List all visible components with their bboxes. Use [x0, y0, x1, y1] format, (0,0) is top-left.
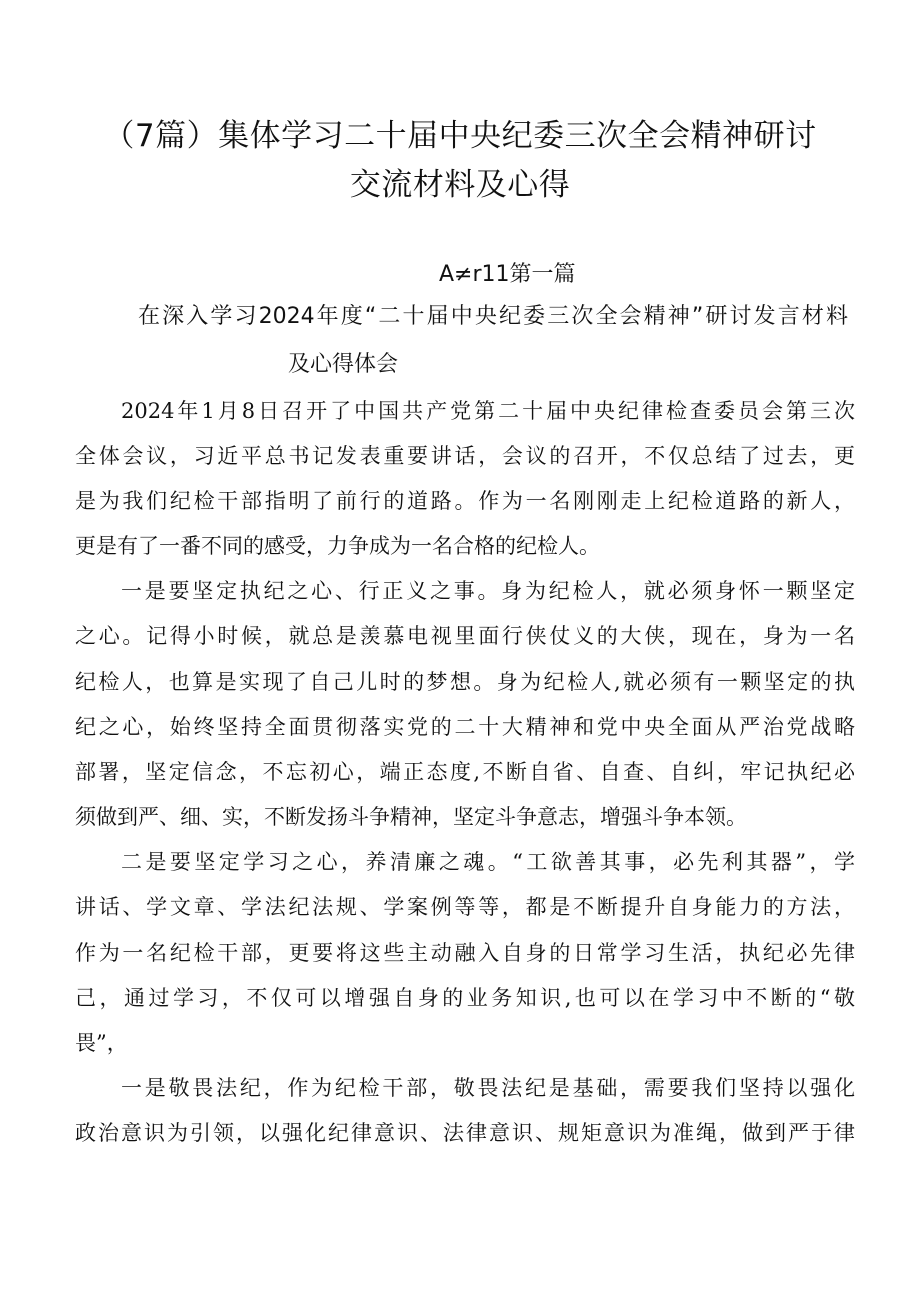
subtitle-line-1: 在深入学习2024年度“二十届中央纪委三次全会精神”研讨发言材料: [138, 304, 848, 329]
body-line: 纪之心，始终坚持全面贯彻落实党的二十大精神和党中央全面从严治党战略: [75, 715, 855, 739]
body-line: 全体会议，习近平总书记发表重要讲话，会议的召开，不仅总结了过去，更: [75, 444, 855, 468]
body-line: 己，通过学习，不仅可以增强自身的业务知识,也可以在学习中不断的“敬: [75, 986, 855, 1010]
body-line: 是为我们纪检干部指明了前行的道路。作为一名刚刚走上纪检道路的新人，: [75, 489, 855, 513]
body-line: 纪检人，也算是实现了自己儿时的梦想。身为纪检人,就必须有一颗坚定的执: [75, 670, 855, 694]
document-title-line-1: （7篇）集体学习二十届中央纪委三次全会精神研讨: [103, 118, 817, 154]
body-line: 须做到严、细、实，不断发扬斗争精神，坚定斗争意志，增强斗争本领。: [75, 805, 747, 829]
document-title-line-2: 交流材料及心得: [349, 167, 571, 203]
body-line: 一是要坚定执纪之心、行正义之事。身为纪检人，就必须身怀一颗坚定: [121, 579, 855, 603]
subtitle-line-2: 及心得体会: [288, 352, 399, 377]
body-line: 之心。记得小时候，就总是羡慕电视里面行侠仗义的大侠，现在，身为一名: [75, 624, 855, 648]
body-line: 更是有了一番不同的感受，力争成为一名合格的纪检人。: [75, 534, 600, 558]
body-line: 2024年1月8日召开了中国共产党第二十届中央纪律检查委员会第三次: [121, 399, 855, 423]
body-line: 二是要坚定学习之心，养清廉之魂。“工欲善其事，必先利其器”，学: [121, 850, 855, 874]
body-line: 作为一名纪检干部，更要将这些主动融入自身的日常学习生活，执纪必先律: [75, 941, 855, 965]
body-line: 部署，坚定信念，不忘初心，端正态度,不断自省、自查、自纠，牢记执纪必: [75, 760, 855, 784]
body-line: 一是敬畏法纪，作为纪检干部，敬畏法纪是基础，需要我们坚持以强化: [121, 1076, 855, 1100]
body-line: 畏”，: [75, 1031, 128, 1055]
body-line: 讲话、学文章、学法纪法规、学案例等等，都是不断提升自身能力的方法，: [75, 895, 855, 919]
section-label: A≠r11第一篇: [439, 262, 576, 287]
body-line: 政治意识为引领，以强化纪律意识、法律意识、规矩意识为准绳，做到严于律: [75, 1121, 855, 1145]
